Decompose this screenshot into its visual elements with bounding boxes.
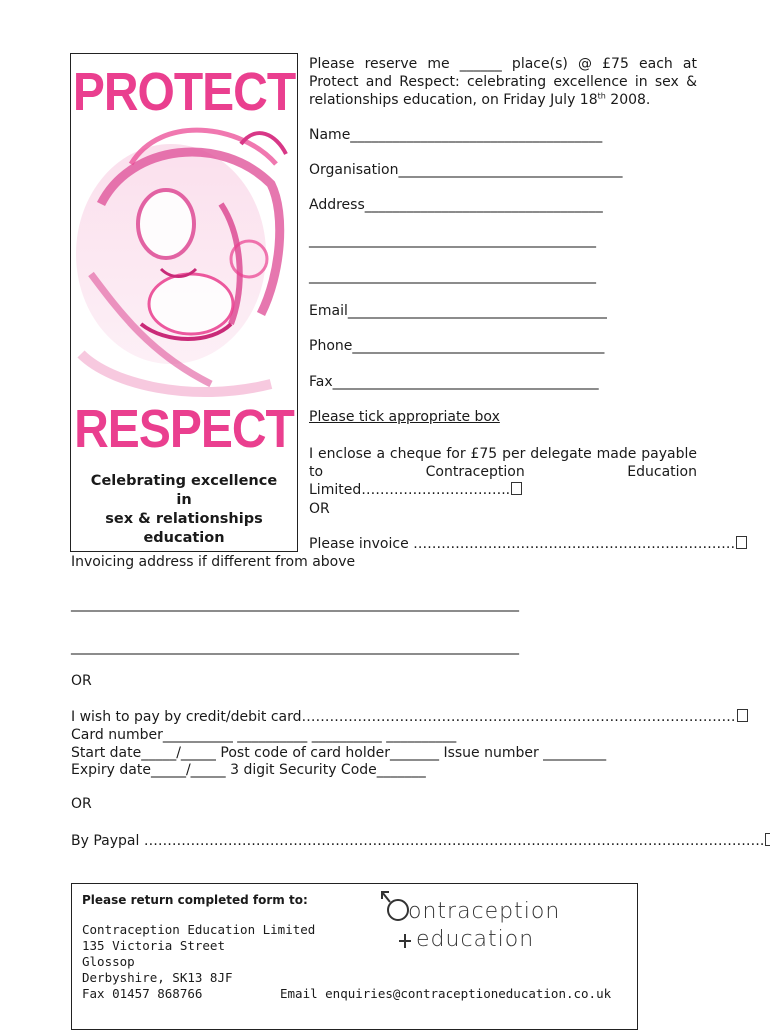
organisation-field[interactable]: Organisation________________________________ xyxy=(309,162,623,178)
invoicing-address-label: Invoicing address if different from above xyxy=(71,554,356,570)
return-address-line: Glossop xyxy=(82,954,135,969)
tagline-line: education xyxy=(143,530,225,546)
reservation-statement xyxy=(309,55,697,109)
contraception-education-logo xyxy=(378,886,602,954)
tick-box-heading: Please tick appropriate box xyxy=(309,409,500,425)
start-date-field[interactable]: Start date_____/_____ Post code of card holder_______ Issue number _________ xyxy=(71,745,607,761)
tagline-line: Celebrating excellence xyxy=(90,473,278,489)
reserve-sup: th xyxy=(597,91,606,101)
address-field-line-2[interactable]: _________________________________________ xyxy=(309,232,596,248)
card-number-field[interactable]: Card number__________ __________ __________ __________ xyxy=(71,727,457,743)
invoicing-address-line-2[interactable]: ________________________________________________________________ xyxy=(71,639,519,655)
paypal-option-text: By Paypal ……………………………………………………………………………………………………………………. xyxy=(71,833,765,849)
or-separator: OR xyxy=(71,673,92,689)
invoice-checkbox[interactable] xyxy=(736,536,747,549)
invoice-option-text: Please invoice …………………………………………………………… xyxy=(309,536,736,552)
card-payment-text: I wish to pay by credit/debit card………………………………………………………………………………… xyxy=(71,709,736,725)
return-address-box xyxy=(71,883,638,1030)
paypal-checkbox[interactable] xyxy=(765,833,770,846)
address-field-line-3[interactable]: _________________________________________ xyxy=(309,268,596,284)
name-field[interactable]: Name____________________________________ xyxy=(309,127,603,143)
reserve-text-b: 2008. xyxy=(605,92,651,108)
return-address-line: Contraception Education Limited xyxy=(82,922,316,937)
tagline-line: in xyxy=(176,492,192,508)
phone-field[interactable]: Phone____________________________________ xyxy=(309,338,605,354)
return-email[interactable]: Email enquiries@contraceptioneducation.co.uk xyxy=(280,986,612,1001)
or-separator: OR xyxy=(309,501,330,517)
poster-title-respect: RESPECT xyxy=(74,400,294,460)
or-separator: OR xyxy=(71,796,92,812)
poster-tagline xyxy=(71,472,297,548)
logo-wordmark-line1: ontraception xyxy=(408,899,561,924)
return-fax: Fax 01457 868766 xyxy=(82,986,203,1001)
invoicing-address-line-1[interactable]: ________________________________________________________________ xyxy=(71,596,519,612)
cheque-option-text: I enclose a cheque for £75 per delegate made payable to Contraception Education Limited………………………….. xyxy=(309,446,697,498)
poster-title-protect: PROTECT xyxy=(72,63,296,123)
event-poster xyxy=(70,53,298,552)
email-field[interactable]: Email_____________________________________ xyxy=(309,303,607,319)
address-field[interactable]: Address__________________________________ xyxy=(309,197,603,213)
expiry-date-field[interactable]: Expiry date_____/_____ 3 digit Security Code_______ xyxy=(71,762,426,778)
reserve-text-a: Please reserve me ______ place(s) @ £75 each at Protect and Respect: celebrating excellence in sex & relationships education, on Friday July 18 xyxy=(309,56,697,108)
cheque-checkbox[interactable] xyxy=(511,482,522,495)
cheque-option xyxy=(309,445,697,499)
invoice-option xyxy=(309,535,736,553)
return-address-line: 135 Victoria Street xyxy=(82,938,225,953)
return-title: Please return completed form to: xyxy=(82,893,308,907)
logo-wordmark-line2: education xyxy=(416,927,535,952)
return-address-line: Derbyshire, SK13 8JF xyxy=(82,970,233,985)
fax-field[interactable]: Fax______________________________________ xyxy=(309,374,599,390)
paypal-option xyxy=(71,833,770,850)
card-payment-checkbox[interactable] xyxy=(737,709,748,722)
tagline-line: sex & relationships xyxy=(105,511,263,527)
card-payment-option xyxy=(71,709,748,726)
